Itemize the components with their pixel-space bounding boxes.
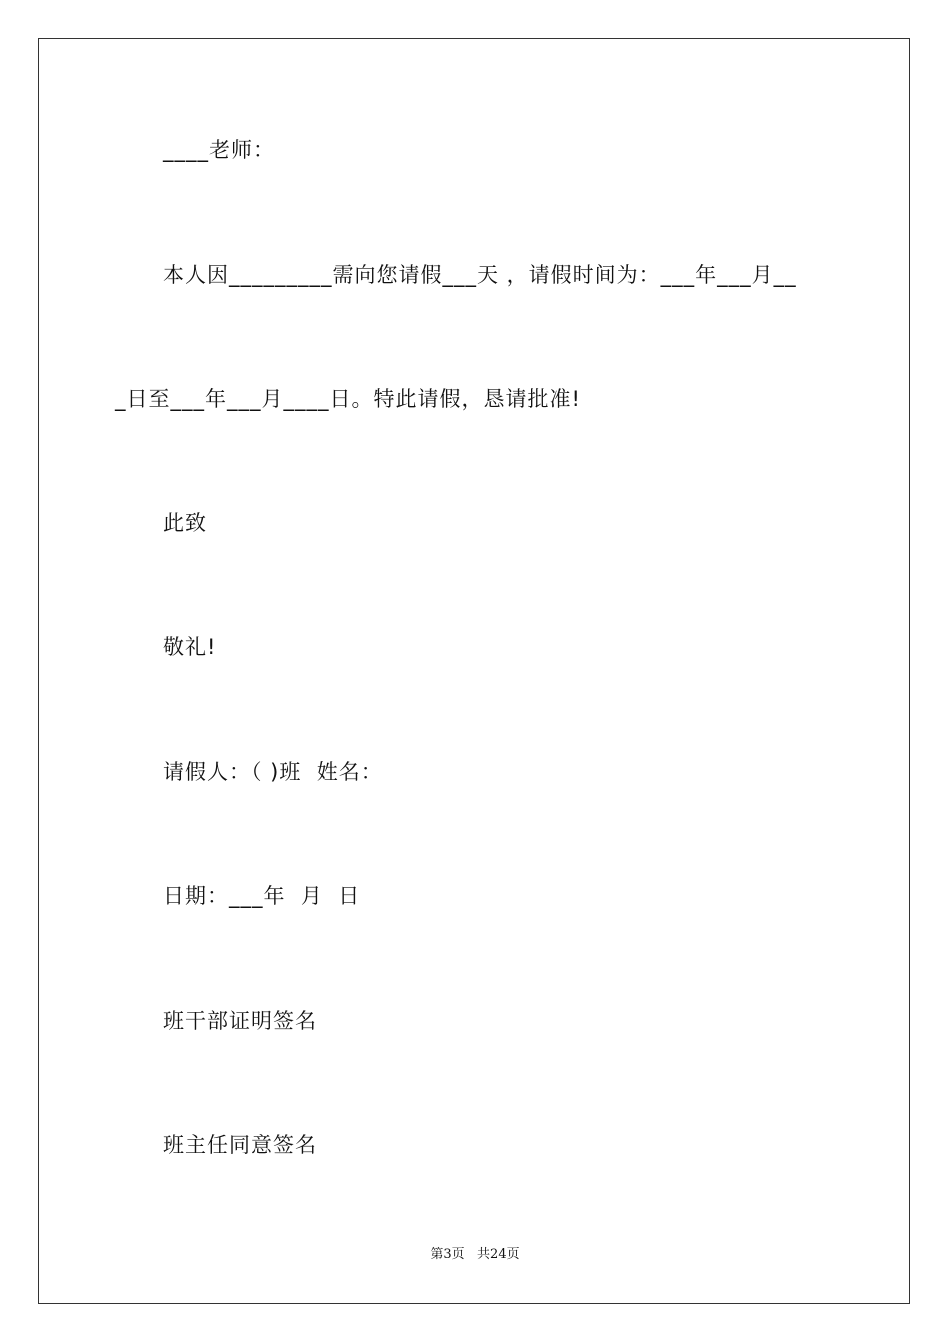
page-indicator: 第3页 共24页	[430, 1247, 520, 1262]
body-line-2: _日至___年___月____日。特此请假，恳请批准!	[115, 387, 581, 411]
requester-line: 请假人：（ )班 姓名：	[163, 760, 383, 784]
date-line: 日期：___年 月 日	[163, 884, 361, 908]
teacher-signature-line: 班主任同意签名	[163, 1133, 317, 1157]
cadre-signature-line: 班干部证明签名	[163, 1009, 317, 1033]
salutation: ____老师：	[163, 138, 275, 162]
page-frame	[38, 38, 910, 1304]
body-line-1: 本人因_________需向您请假___天 ，请假时间为：___年___月__	[163, 263, 797, 287]
closing-line-1: 此致	[163, 511, 207, 535]
closing-line-2: 敬礼!	[163, 635, 217, 659]
